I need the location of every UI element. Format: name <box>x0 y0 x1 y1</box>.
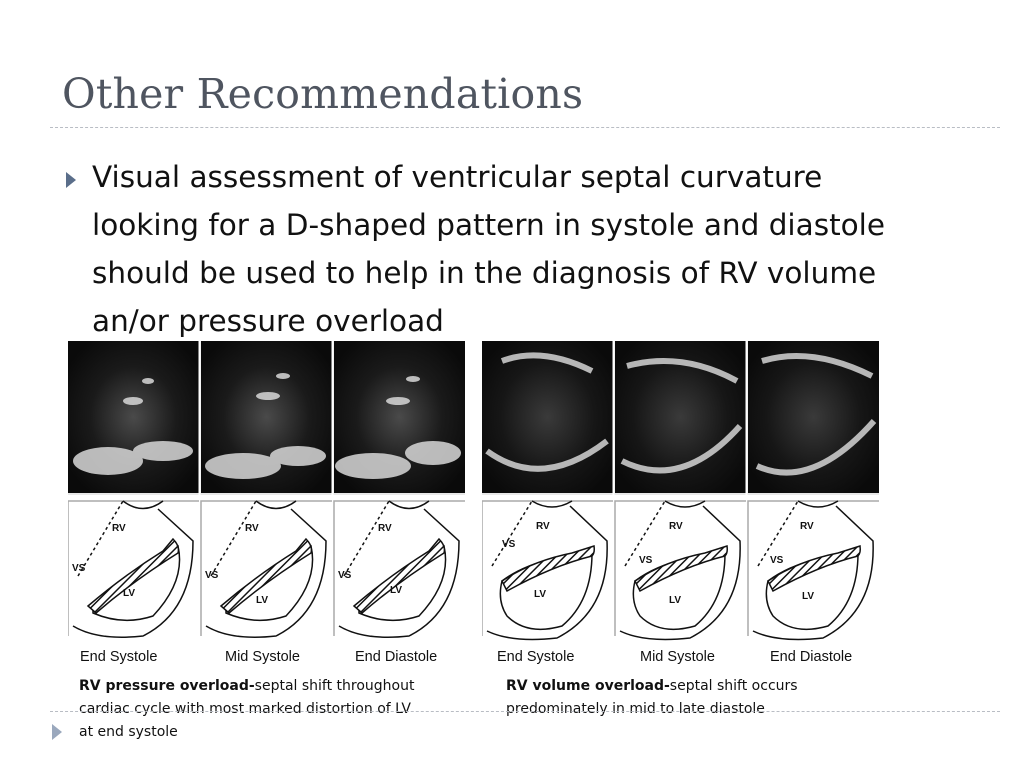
pressure-overload-figure <box>68 341 465 645</box>
panel-label: End Diastole <box>770 649 853 665</box>
vs-label: VS <box>338 570 352 581</box>
lv-label: LV <box>669 595 682 606</box>
caption-line: predominately in mid to late diastole <box>506 701 765 717</box>
caption-bold: RV volume overload- <box>506 678 670 694</box>
bullet-text <box>92 153 972 345</box>
lv-label: LV <box>802 591 815 602</box>
bottom-divider <box>50 711 1000 712</box>
caption-line: septal shift throughout <box>254 678 415 694</box>
rv-label: RV <box>245 523 259 534</box>
panel-label: End Systole <box>80 649 158 665</box>
rv-label: RV <box>536 521 550 532</box>
rv-label: RV <box>378 523 392 534</box>
lv-label: LV <box>390 585 403 596</box>
vs-label: VS <box>770 555 784 566</box>
vs-label: VS <box>205 570 219 581</box>
top-divider <box>50 127 1000 128</box>
rv-label: RV <box>669 521 683 532</box>
vs-label: VS <box>639 555 653 566</box>
lv-label: LV <box>534 589 547 600</box>
lv-label: LV <box>123 588 136 599</box>
panel-label: Mid Systole <box>640 649 715 665</box>
volume-overload-caption <box>506 675 886 721</box>
caption-line: septal shift occurs <box>669 678 798 694</box>
panel-label: Mid Systole <box>225 649 300 665</box>
caption-line: at end systole <box>79 724 178 740</box>
volume-overload-figure <box>482 341 879 645</box>
bullet-arrow-icon <box>52 724 62 740</box>
vs-label: VS <box>72 563 86 574</box>
volume-overload-illustration <box>482 341 879 645</box>
pressure-overload-caption <box>79 675 479 744</box>
caption-bold: RV pressure overload- <box>79 678 255 694</box>
rv-label: RV <box>800 521 814 532</box>
bullet-line: Visual assessment of ventricular septal curvature <box>92 160 823 194</box>
pressure-overload-illustration <box>68 341 465 645</box>
bullet-line: an/or pressure overload <box>92 304 444 338</box>
lv-label: LV <box>256 595 269 606</box>
rv-label: RV <box>112 523 126 534</box>
caption-line: cardiac cycle with most marked distortion of LV <box>79 701 411 717</box>
panel-label: End Systole <box>497 649 575 665</box>
bullet-line: looking for a D-shaped pattern in systole and diastole <box>92 208 886 242</box>
vs-label: VS <box>502 539 516 550</box>
panel-label: End Diastole <box>355 649 438 665</box>
bullet-arrow-icon <box>66 172 76 188</box>
bullet-line: should be used to help in the diagnosis of RV volume <box>92 256 877 290</box>
slide-title: Other Recommendations <box>62 70 584 118</box>
